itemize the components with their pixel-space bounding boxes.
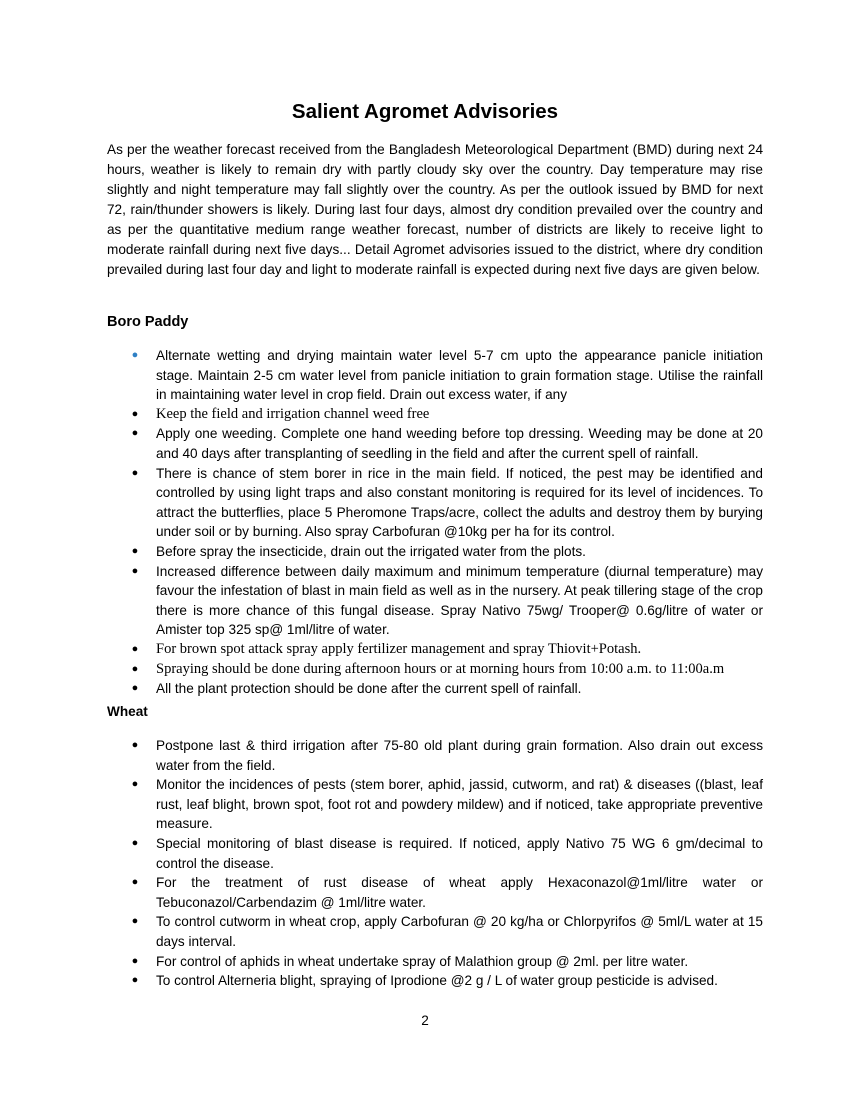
bullet-icon: ● (131, 836, 139, 849)
list-item-text: Before spray the insecticide, drain out the irrigated water from the plots. (156, 543, 586, 559)
list-item-text: Increased difference between daily maximum and minimum temperature (diurnal temperature) may favour the infestation of blast in main field as well as in the nursery. At peak tillering stage of the crop there is more chance of this fungal disease. Spray Nativo 75wg/ Trooper@ 0.6g/litre of water or Amister top 325 sp@ 1ml/litre of water. (156, 563, 763, 638)
list-item (107, 562, 763, 640)
list-item (107, 952, 763, 972)
bullet-icon: ● (131, 739, 139, 751)
list-item-text: All the plant protection should be done after the current spell of rainfall. (156, 681, 582, 697)
boro-paddy-advisory-list (107, 346, 763, 699)
bullet-icon: ● (131, 349, 139, 361)
bullet-icon: ● (131, 662, 139, 675)
wheat-advisory-list (107, 736, 763, 991)
list-item (107, 405, 763, 425)
bullet-icon: ● (131, 876, 139, 889)
list-item-text: There is chance of stem borer in rice in the main field. If noticed, the pest may be identified and controlled by using light traps and also constant monitoring is required for its level of incidences. To attract the butterflies, place 5 Pheromone Traps/acre, collect the adults and destroy them by burying under soil or by burning. Also spray Carbofuran @10kg per ha for its control. (156, 465, 763, 540)
bullet-icon: ● (131, 466, 139, 479)
list-item (107, 736, 763, 775)
bullet-icon: ● (131, 954, 139, 967)
list-item (107, 542, 763, 562)
list-item-text: Spraying should be done during afternoon hours or at morning hours from 10:00 a.m. to 11:00a.m (156, 660, 725, 677)
list-item (107, 424, 763, 463)
list-item-text: Keep the field and irrigation channel weed free (156, 405, 430, 422)
list-item-text: Monitor the incidences of pests (stem borer, aphid, jassid, cutworm, and rat) & diseases ((blast, leaf rust, leaf blight, brown spot, foot rot and powdery mildew) and if noticed, take appropriate preventive measure. (156, 777, 763, 832)
list-item (107, 346, 763, 405)
list-item (107, 660, 763, 680)
list-item-text: Special monitoring of blast disease is required. If noticed, apply Nativo 75 WG 6 gm/decimal to control the disease. (156, 835, 763, 871)
bullet-icon: ● (131, 642, 139, 655)
bullet-icon: ● (131, 564, 139, 577)
list-item (107, 464, 763, 542)
list-item-text: To control cutworm in wheat crop, apply Carbofuran @ 20 kg/ha or Chlorpyrifos @ 5ml/L water at 15 days interval. (156, 914, 763, 949)
list-item (107, 679, 763, 699)
list-item (107, 912, 763, 951)
list-item-text: For control of aphids in wheat undertake spray of Malathion group @ 2ml. per litre water. (156, 953, 689, 969)
section-heading-wheat: Wheat (107, 704, 148, 719)
list-item (107, 775, 763, 834)
intro-paragraph: As per the weather forecast received from the Bangladesh Meteorological Department (BMD) during next 24 hours, weather is likely to remain dry with partly cloudy sky over the country. Day temperature may rise slightly and night temperature may fall slightly over the country. As per the outlook issued by BMD for next 72, rain/thunder showers is likely. During last four days, almost dry condition prevailed over the country and as per the quantitative medium range weather forecast, number of districts are likely to receive light to moderate rainfall during next five days... Detail Agromet advisories issued to the district, where dry condition prevailed during last four day and light to moderate rainfall is expected during next five days are given below. (107, 142, 763, 277)
bullet-icon: ● (131, 778, 139, 791)
page-number: 2 (421, 1013, 429, 1028)
list-item-text: For brown spot attack spray apply fertilizer management and spray Thiovit+Potash. (156, 640, 642, 657)
list-item (107, 834, 763, 873)
bullet-icon: ● (131, 427, 139, 440)
bullet-icon: ● (131, 915, 139, 928)
list-item (107, 971, 763, 991)
bullet-icon: ● (131, 682, 139, 695)
bullet-icon: ● (131, 407, 139, 420)
bullet-icon: ● (131, 544, 139, 557)
list-item-text: Apply one weeding. Complete one hand weeding before top dressing. Weeding may be done at 20 and 40 days after transplanting of seedling in the field and after the current spell of rainfall. (156, 426, 763, 461)
list-item (107, 640, 763, 660)
list-item-text: For the treatment of rust disease of wheat apply Hexaconazol@1ml/litre water or Tebuconazol/Carbendazim @ 1ml/litre water. (156, 875, 763, 910)
list-item-text: Alternate wetting and drying maintain water level 5-7 cm upto the appearance panicle initiation stage. Maintain 2-5 cm water level from panicle initiation to grain formation stage. Utilise the rainfall in maintaining water level in crop field. Drain out excess water, if any (156, 348, 763, 403)
list-item-text: Postpone last & third irrigation after 75-80 old plant during grain formation. Also drain out excess water from the field. (156, 738, 763, 773)
bullet-icon: ● (131, 974, 139, 987)
list-item-text: To control Alterneria blight, spraying of Iprodione @2 g / L of water group pesticide is advised. (156, 973, 718, 989)
section-heading-boro-paddy: Boro Paddy (107, 314, 189, 330)
list-item (107, 873, 763, 912)
page-title: Salient Agromet Advisories (291, 100, 559, 123)
